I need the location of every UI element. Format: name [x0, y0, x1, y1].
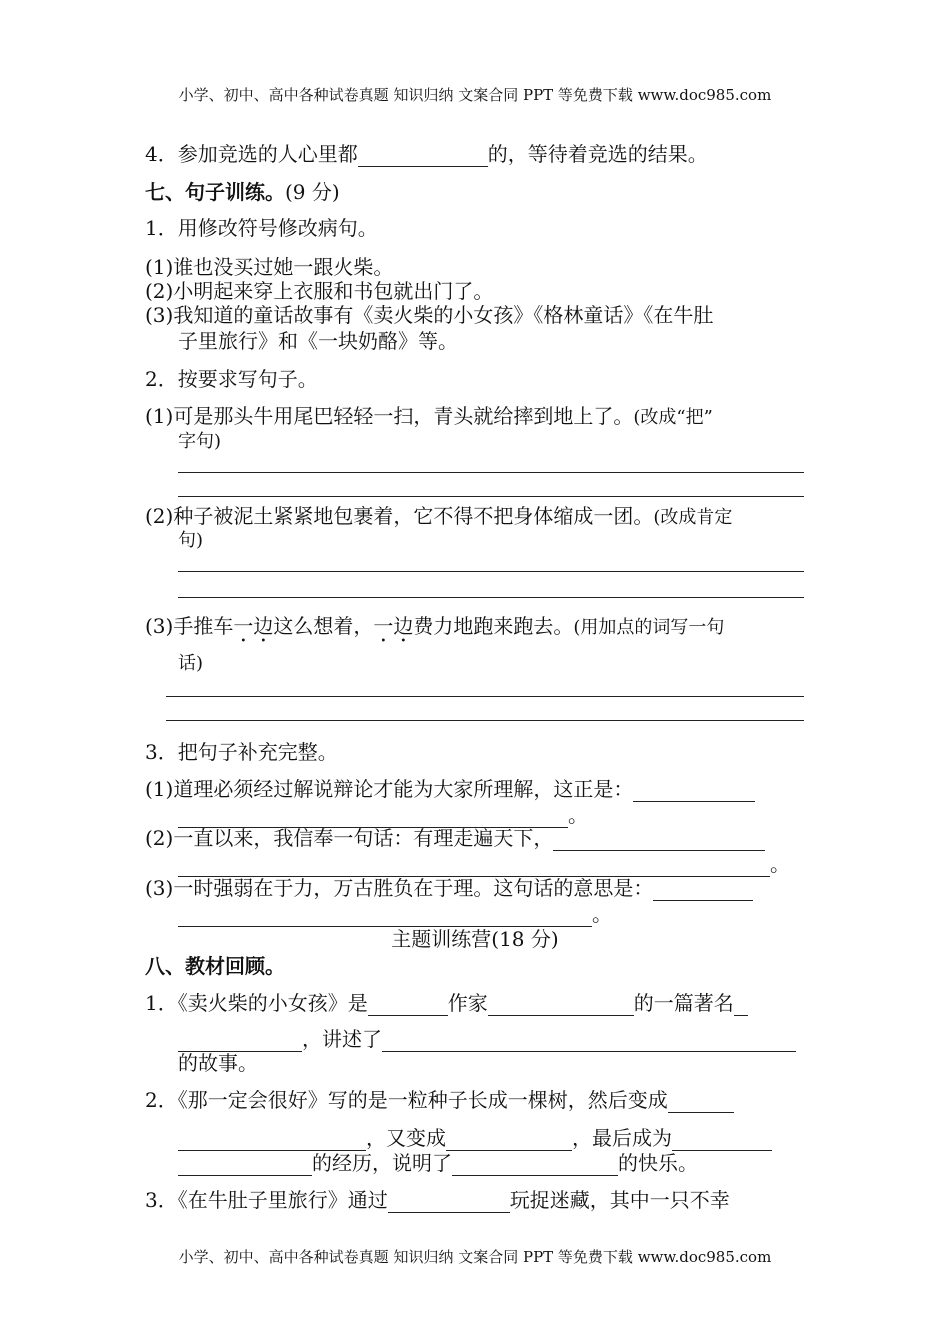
dotted-char: 一	[233, 614, 254, 638]
s8-q2-text: 2．《那一定会很好》写的是一粒种子长成一棵树，然后变成	[145, 1088, 668, 1112]
fill-blank[interactable]	[382, 1031, 796, 1052]
fill-blank[interactable]	[368, 995, 448, 1016]
s7-q2-c	[145, 610, 724, 639]
s7-q3-title: 3．把句子补充完整。	[145, 740, 338, 764]
page-footer: 小学、初中、高中各种试卷真题 知识归纳 文案合同 PPT 等免费下载 www.doc985.com	[178, 1248, 772, 1266]
q4-text-end: 的，等待着竞选的结果。	[487, 142, 708, 166]
answer-line[interactable]	[166, 720, 804, 721]
section-7-title	[145, 176, 340, 205]
s8-q3-text-end: 玩捉迷藏，其中一只不幸	[509, 1188, 730, 1212]
s8-q1-text-4: ，讲述了	[302, 1027, 382, 1051]
fill-blank[interactable]	[668, 1092, 734, 1113]
dotted-char: 边	[253, 614, 274, 638]
s8-q1-line2	[178, 1023, 796, 1052]
s7-q2-c-text: (3)手推车	[145, 614, 234, 638]
s7-q2-b-note: (改成肯定	[653, 507, 733, 528]
theme-title: 主题训练营(18 分)	[391, 927, 559, 951]
s7-q2-c-text-mid: 这么想着，	[273, 614, 374, 638]
s8-q1	[145, 987, 748, 1016]
s7-q1-item-3-cont: 子里旅行》和《一块奶酪》等。	[178, 329, 458, 353]
s7-q3-b	[145, 822, 765, 851]
answer-line[interactable]	[166, 696, 804, 697]
s8-q2-line3	[178, 1147, 698, 1176]
page-header: 小学、初中、高中各种试卷真题 知识归纳 文案合同 PPT 等免费下载 www.doc985.com	[178, 86, 772, 104]
s8-q1-text-2: 作家	[447, 991, 488, 1015]
s7-q2-b-note-cont: 句)	[178, 530, 204, 551]
fill-blank[interactable]	[488, 995, 634, 1016]
s8-q2-text-4: 的经历，说明了	[312, 1151, 452, 1175]
answer-line[interactable]	[178, 496, 804, 497]
s7-q2-a-note-cont: 字句)	[178, 431, 222, 452]
fill-blank[interactable]	[388, 1192, 510, 1213]
s7-q1-item-2: (2)小明起来穿上衣服和书包就出门了。	[145, 279, 494, 303]
s7-q3-b-text: (2)一直以来，我信奉一句话：有理走遍天下，	[145, 826, 554, 850]
s8-q1-line3: 的故事。	[178, 1051, 258, 1075]
period: 。	[592, 902, 612, 926]
s8-q2-text-5: 的快乐。	[618, 1151, 698, 1175]
answer-line[interactable]	[178, 571, 804, 572]
period: 。	[568, 803, 588, 827]
dotted-char: 边	[393, 614, 414, 638]
s7-q2-title: 2．按要求写句子。	[145, 367, 318, 391]
s7-q2-c-note-cont: 话)	[178, 653, 204, 674]
s7-q2-c-note: (用加点的词写一句	[573, 617, 725, 638]
s7-q2-c-text-end: 费力地跑来跑去。	[413, 614, 574, 638]
s7-q1-item-1: (1)谁也没买过她一跟火柴。	[145, 255, 394, 279]
s8-q1-text-3: 的一篇著名	[633, 991, 734, 1015]
dotted-char: 一	[373, 614, 394, 638]
s8-q3	[145, 1184, 730, 1213]
s8-q2	[145, 1084, 734, 1113]
answer-line[interactable]	[178, 472, 804, 473]
s7-q2-b	[145, 500, 732, 529]
s7-q1-title: 1．用修改符号修改病句。	[145, 216, 378, 240]
s7-q2-a	[145, 400, 713, 429]
s8-q1-text: 1．《卖火柴的小女孩》是	[145, 991, 368, 1015]
fill-blank[interactable]	[178, 1155, 312, 1176]
s8-q2-text-3: ，最后成为	[572, 1126, 672, 1150]
fill-blank[interactable]	[633, 781, 755, 802]
section-8-title: 八、教材回顾。	[145, 954, 285, 978]
s7-q2-a-text: (1)可是那头牛用尾巴轻轻一扫，青头就给摔到地上了。	[145, 404, 634, 428]
section-7-heading: 七、句子训练。	[145, 180, 285, 204]
s7-q2-b-text: (2)种子被泥土紧紧地包裹着，它不得不把身体缩成一团。	[145, 504, 654, 528]
s7-q3-a	[145, 773, 755, 802]
fill-blank[interactable]	[734, 995, 748, 1016]
s7-q1-item-3: (3)我知道的童话故事有《卖火柴的小女孩》《格林童话》《在牛肚	[145, 303, 714, 327]
s8-q2-text-2: ，又变成	[366, 1126, 446, 1150]
fill-blank[interactable]	[452, 1155, 618, 1176]
q4-blank[interactable]	[358, 146, 488, 167]
period: 。	[770, 852, 790, 876]
s7-q3-c	[145, 872, 753, 901]
s7-q3-a-text: (1)道理必须经过解说辩论才能为大家所理解，这正是：	[145, 777, 634, 801]
s7-q3-c-text: (3)一时强弱在于力，万古胜负在于理。这句话的意思是：	[145, 876, 654, 900]
s8-q3-text: 3．《在牛肚子里旅行》通过	[145, 1188, 388, 1212]
answer-line[interactable]	[178, 597, 804, 598]
fill-blank[interactable]	[653, 880, 753, 901]
q4-text: 4．参加竞选的人心里都	[145, 142, 358, 166]
question-4	[145, 138, 708, 167]
s7-q2-a-note: (改成“把”	[633, 407, 713, 428]
section-7-score: (9 分)	[285, 180, 340, 204]
